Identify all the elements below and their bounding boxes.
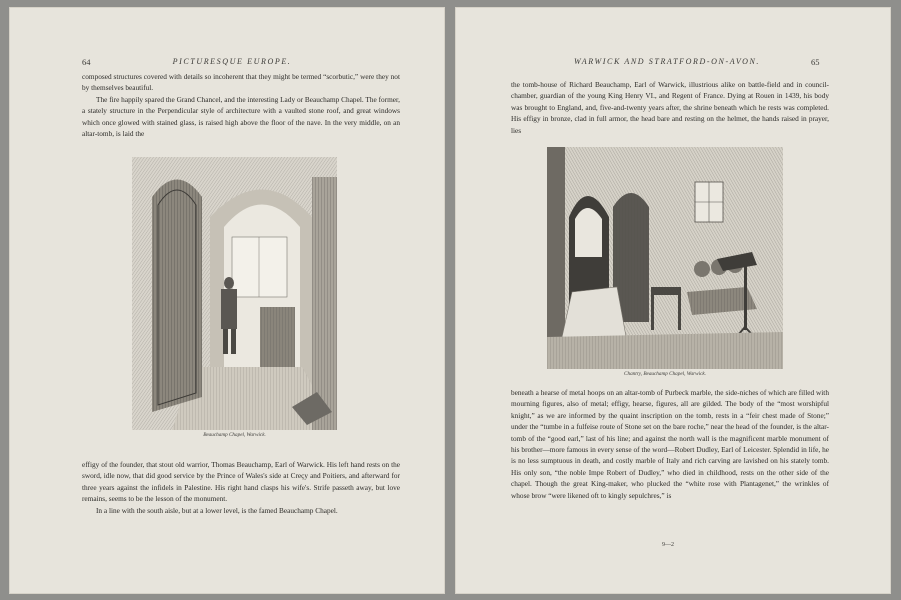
left-paragraph-1: composed structures covered with details so incoherent that they might be termed “scorbutic,” were they not by themselves beautiful. — [82, 72, 400, 93]
left-paragraph-3: effigy of the founder, that stout old warrior, Thomas Beauchamp, Earl of Warwick. His left hand rests on the sword, idle now, that did good service by the Prince of Wales's side at Creçy and Poitiers, and afterward for three years against the infidels in Palestine. His right hand clasps his wife's. Strife passeth away, but love remains, seems to be the lesson of the monument. — [82, 460, 400, 504]
left-page-number: 64 — [82, 57, 91, 67]
right-running-head — [455, 57, 891, 71]
left-paragraph-4: In a line with the south aisle, but at a lower level, is the famed Beauchamp Chapel. — [96, 505, 338, 515]
right-page-number: 65 — [811, 57, 820, 67]
left-paragraph-2: The fire happily spared the Grand Chancel, and the interesting Lady or Beauchamp Chapel. The former, a stately structure in the Perpendicular style of architecture with a vaulted stone roof, and great windows which once glowed with stained glass, is raised high above the floor of the nave. In the very middle, on an altar-tomb, is laid the — [82, 94, 400, 139]
chantry-engraving — [547, 147, 783, 369]
left-page — [9, 7, 445, 594]
left-running-head — [9, 57, 445, 71]
right-running-title: WARWICK AND STRATFORD-ON-AVON. — [574, 57, 760, 66]
beauchamp-chapel-engraving — [132, 157, 337, 430]
left-bottom-text — [82, 459, 400, 516]
left-running-title: PICTURESQUE EUROPE. — [172, 57, 292, 66]
signature-mark: 9—2 — [662, 542, 674, 548]
left-top-text — [82, 71, 400, 139]
right-top-text — [511, 79, 829, 136]
right-paragraph-1: the tomb-house of Richard Beauchamp, Earl of Warwick, illustrious alike on battle-field and in council-chamber, guardian of the young King Henry VI., and Regent of France. Dying at Rouen in 1439, his body was brought to England, and, five-and-twenty years after, the shrine beneath which he rests was completed. His effigy in bronze, clad in full armor, the head bare and resting on the helmet, the hands raised in prayer, lies — [511, 80, 829, 135]
right-bottom-text — [511, 387, 829, 501]
right-page — [455, 7, 891, 594]
right-paragraph-2: beneath a hearse of metal hoops on an altar-tomb of Purbeck marble, the side-niches of which are filled with mourning figures, also of metal; effigy, hearse, figures, all are gilded. The body of the “most worshipful knight,” as we are informed by the quaint inscription on the tomb, rests in a “feir chest made of Stone;” under the “tumbe in a fulfeise route of Stone set on the bare roche,” near the head of the founder, is the altar-tomb of the “good earl,” last of his line; and against the north wall is the magnificent marble monument of his brother—more famous in every sense of the word—Robert Dudley, Earl of Leicester. Splendid in life, he is no less sumptuous in death, and costly marble of Italy and rich carving are lavished on his stately tomb. His only son, “the noble Impe Robert of Dudley,” who died in childhood, rests on the other side of the chapel. Though the great King-maker, who plucked the “white rose with Plantagenet,” the wrinkles of whose brow “were likened oft to kingly sepulchres,” is — [511, 388, 829, 500]
right-caption: Chantry, Beauchamp Chapel, Warwick. — [624, 371, 706, 377]
left-caption: Beauchamp Chapel, Warwick. — [203, 432, 266, 438]
